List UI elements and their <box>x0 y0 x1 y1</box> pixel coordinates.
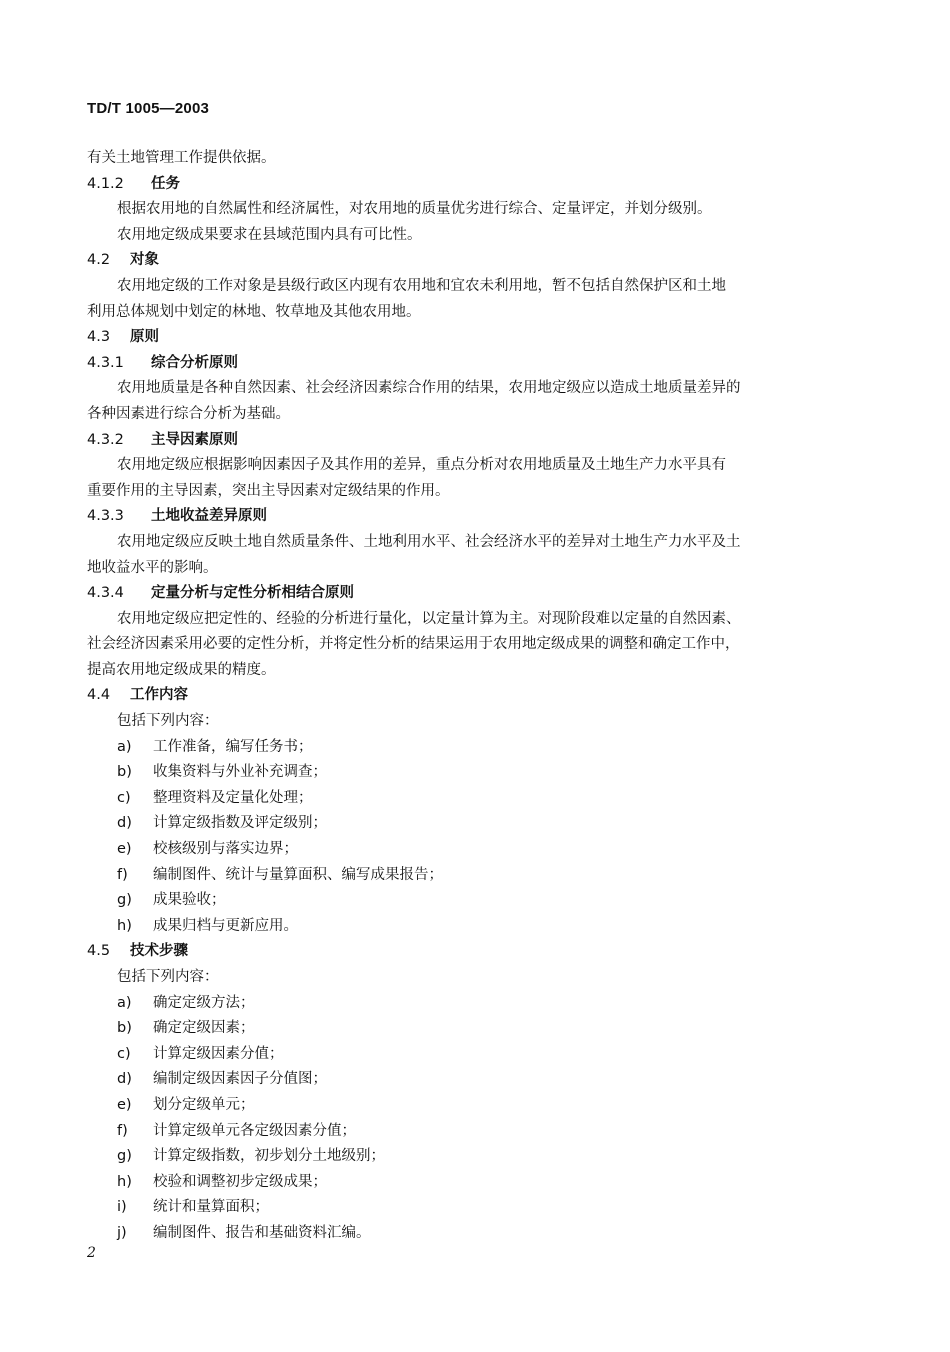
list-item <box>87 811 847 837</box>
list-item-marker: d) <box>117 815 132 832</box>
section-number: 4.1.2 <box>87 175 124 192</box>
section-title: 主导因素原则 <box>151 431 238 448</box>
list-item <box>87 1016 847 1042</box>
list-item <box>87 914 847 940</box>
list-item <box>87 837 847 863</box>
list-item-marker: g) <box>117 1148 132 1165</box>
list-item-marker: b) <box>117 764 132 781</box>
section-heading <box>87 581 847 607</box>
list-item-text: 统计和量算面积； <box>153 1199 269 1216</box>
list-item-text: 成果验收； <box>153 892 226 909</box>
section-heading <box>87 504 847 530</box>
paragraph-line: 农用地定级应根据影响因素因子及其作用的差异，重点分析对农用地质量及土地生产力水平具有 <box>117 457 726 474</box>
list-item-marker: c) <box>117 1045 131 1062</box>
list-item-text: 编制图件、统计与量算面积、编写成果报告； <box>153 866 443 883</box>
section-heading <box>87 172 847 198</box>
list-item-marker: h) <box>117 917 132 934</box>
page-number: 2 <box>87 1245 96 1261</box>
list-item-text: 划分定级单元； <box>153 1096 255 1113</box>
section-title: 原则 <box>130 329 159 346</box>
paragraph-continuation: 社会经济因素采用必要的定性分析，并将定性分析的结果运用于农用地定级成果的调整和确定工作中， <box>87 636 740 653</box>
list-item-marker: e) <box>117 1096 132 1113</box>
paragraph-line: 包括下列内容： <box>117 713 219 730</box>
list-item <box>87 1195 847 1221</box>
list-item-marker: d) <box>117 1071 132 1088</box>
list-item-marker: h) <box>117 1173 132 1190</box>
list-item-marker: c) <box>117 789 131 806</box>
list-item-text: 计算定级指数及评定级别； <box>153 815 327 832</box>
paragraph-continuation: 有关土地管理工作提供依据。 <box>87 150 276 166</box>
list-item-text: 计算定级指数，初步划分土地级别； <box>153 1148 385 1165</box>
paragraph-continuation: 各种因素进行综合分析为基础。 <box>87 405 290 422</box>
section-heading <box>87 325 847 351</box>
document-body <box>87 146 847 1247</box>
list-item-text: 编制定级因素因子分值图； <box>153 1071 327 1088</box>
section-title: 工作内容 <box>130 687 188 704</box>
list-item <box>87 991 847 1017</box>
list-item <box>87 863 847 889</box>
section-number: 4.4 <box>87 687 111 704</box>
paragraph-line: 农用地质量是各种自然因素、社会经济因素综合作用的结果，农用地定级应以造成土地质量差异的 <box>117 380 741 397</box>
list-item-marker: g) <box>117 892 132 909</box>
list-item-text: 成果归档与更新应用。 <box>153 917 298 934</box>
section-heading <box>87 939 847 965</box>
list-item-marker: a) <box>117 994 132 1011</box>
section-title: 对象 <box>130 252 159 269</box>
list-item-marker: f) <box>117 1122 128 1139</box>
list-item <box>87 1170 847 1196</box>
list-item <box>87 1119 847 1145</box>
document-code: TD/T 1005—2003 <box>87 100 210 117</box>
list-item-marker: e) <box>117 841 132 858</box>
section-title: 技术步骤 <box>130 943 188 960</box>
list-item-text: 计算定级因素分值； <box>153 1045 284 1062</box>
list-item-marker: j) <box>117 1224 127 1241</box>
section-heading <box>87 683 847 709</box>
list-item-text: 计算定级单元各定级因素分值； <box>153 1122 356 1139</box>
list-item-text: 收集资料与外业补充调查； <box>153 764 327 781</box>
list-item <box>87 786 847 812</box>
section-number: 4.5 <box>87 943 111 960</box>
list-item-text: 校核级别与落实边界； <box>153 841 298 858</box>
section-number: 4.3.4 <box>87 585 124 602</box>
list-item-marker: f) <box>117 866 128 883</box>
paragraph-line: 包括下列内容： <box>117 969 219 985</box>
paragraph-line: 农用地定级应把定性的、经验的分析进行量化，以定量计算为主。对现阶段难以定量的自然因素、 <box>117 610 741 627</box>
list-item-text: 整理资料及定量化处理； <box>153 789 313 806</box>
paragraph-line: 农用地定级的工作对象是县级行政区内现有农用地和宜农未利用地，暂不包括自然保护区和土地 <box>117 277 726 294</box>
paragraph-continuation: 重要作用的主导因素，突出主导因素对定级结果的作用。 <box>87 482 450 499</box>
list-item <box>87 1093 847 1119</box>
paragraph-line: 农用地定级应反映土地自然质量条件、土地利用水平、社会经济水平的差异对土地生产力水平及土 <box>117 533 741 550</box>
section-heading <box>87 248 847 274</box>
list-item <box>87 1144 847 1170</box>
list-item-text: 确定定级因素； <box>153 1020 255 1037</box>
list-item <box>87 1067 847 1093</box>
list-item <box>87 735 847 761</box>
section-number: 4.3.1 <box>87 354 124 371</box>
section-title: 综合分析原则 <box>151 354 238 371</box>
list-item <box>87 1042 847 1068</box>
list-item-marker: a) <box>117 738 132 755</box>
section-number: 4.3.2 <box>87 431 124 448</box>
list-item-text: 校验和调整初步定级成果； <box>153 1173 327 1190</box>
paragraph-continuation: 利用总体规划中划定的林地、牧草地及其他农用地。 <box>87 303 421 320</box>
section-number: 4.2 <box>87 252 111 269</box>
list-item <box>87 1221 847 1247</box>
section-title: 任务 <box>151 175 180 192</box>
paragraph-continuation: 地收益水平的影响。 <box>87 559 218 576</box>
list-item-marker: i) <box>117 1199 127 1216</box>
paragraph-line: 农用地定级成果要求在县域范围内具有可比性。 <box>117 226 422 243</box>
paragraph-continuation: 提高农用地定级成果的精度。 <box>87 661 276 678</box>
section-number: 4.3.3 <box>87 508 124 525</box>
section-heading <box>87 351 847 377</box>
section-heading <box>87 428 847 454</box>
list-item-text: 编制图件、报告和基础资料汇编。 <box>153 1224 371 1241</box>
paragraph-line: 根据农用地的自然属性和经济属性，对农用地的质量优劣进行综合、定量评定，并划分级别。 <box>117 201 712 218</box>
section-title: 定量分析与定性分析相结合原则 <box>151 585 354 602</box>
list-item-text: 工作准备，编写任务书； <box>153 738 313 755</box>
list-item-marker: b) <box>117 1020 132 1037</box>
list-item <box>87 888 847 914</box>
section-number: 4.3 <box>87 329 111 346</box>
list-item-text: 确定定级方法； <box>153 994 255 1011</box>
list-item <box>87 760 847 786</box>
section-title: 土地收益差异原则 <box>151 508 267 525</box>
